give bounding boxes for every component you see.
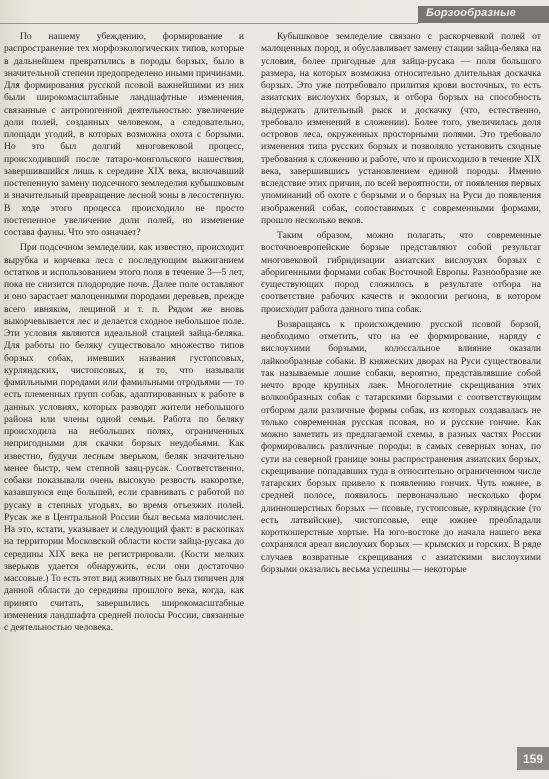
page-number: 159	[517, 747, 549, 770]
paragraph: При подсечном земледелии, как известно, происходит вырубка и корчевка леса с последующим выжиганием остатков и использованием этого поля в течение 3—5 лет, пока не снизится плодородие почв. Далее поле оставляют и оно зарастает малоценными породами деревьев, прежде всего ивняком, лещиной и т. п. Рядом же вновь выкорчевывается лес и делается сходное небольшое поле. Эти условия являются идеальной стацией зайца-беляка. Для работы по беляку существовало множество типов борзых собак, имевших названия густопсовых, курляндских, чистопсовых, и то, что называли фамильными породами или фамильными отродьями — то есть племенных групп собак, адаптированных к работе в данных условиях, которых разводят жители небольшого района или члены одной семьи. Работа по беляку происходила на небольших полях, ограниченных непригодными для скачки борзых неудобьями. Как известно, будучи лесным зверьком, беляк значительно менее быстр, чем степной заяц-русак. Соответственно, собаки показывали очень высокую резвость накоротке, казавшуюся еще большей, если сравнивать с работой по русаку в степных угодьях, во время отъезжих полей. Русак же в Центральной России был весьма малочислен. На это, кстати, указывает и следующий факт: в раскопках на территории Московской области кости зайца-русака до середины XIX века не регистрировали. (Кости мелких зверьков удается обнаружить, если они достаточно массовые.) То есть этот вид животных не был типичен для данной области до середины прошлого века, когда, как принято считать, завершились широкомасштабные изменения ландшафта средней полосы России, связанные с деятельностью человека.	[4, 242, 244, 633]
section-title: Борзообразные	[426, 7, 517, 19]
paragraph: Таким образом, можно полагать, что современные восточноевропейские борзые представляют собой результат многовековой гибридизации азиатских вислоухих борзых с аборигенными формами собак Восточной Европы. Разнообразие же существующих пород сложилось в результате отбора на соответствие рабочих качеств и экологии региона, в котором происходит работа данного типа собак.	[261, 230, 541, 315]
section-header	[418, 6, 549, 23]
paragraph: Кубышковое земледелие связано с раскорчевкой полей от малоценных пород, и обуславливает замену стации зайца-беляка на условия, более пригодные для зайца-русака — поля большого размера, на которых возможна относительно длительная доскачка борзых. Это уже потребовало прилития крови восточных, то есть азиатских вислоухих борзых, и отбора борзых на способность выдержать длительный рыск и доскачку (что, естественно, требовало изменений в сложении). Более того, увеличилась доля островов леса, окруженных просторными полями. Это требовало изменения типа русских борзых и позволяло установить сходные требования к сложению и работе, что и происходило в течение XIX века, завершившись установлением единой породы. Именно вследствие этих причин, по всей вероятности, от появления первых упоминаний об охоте с борзыми и о борзых на Руси до появления изображений собак, сопоставимых с современными формами, прошло несколько веков.	[261, 31, 541, 226]
paragraph: По нашему убеждению, формирование и распространение тех морфоэкологических типов, которые в дальнейшем превратились в породы борзых, было в значительной степени предопределено иными причинами. Для формирования русской псовой важнейшими из них были широкомасштабные ландшафтные изменения, связанные с антропогенной деятельностью: увеличение доли полей, созданных человеком, а следовательно, площади угодий, в которых возможна охота с борзыми. Но это был долгий многовековой процесс, происходивший после татаро-монгольского нашествия, завершившийся лишь к середине XIX века, включавший постепенную замену подсечного земледелия кубышковым и значительный превращение лесной зоны в лесостепную. В ходе этого процесса происходило не просто постепенное увеличение доли полей, но изменение состава фауны. Что это означает?	[4, 31, 244, 238]
right-column	[261, 31, 541, 576]
header-rule	[0, 23, 418, 24]
paragraph: Возвращаясь к происхождению русской псовой борзой, необходимо отметить, что на ее формирование, наряду с вислоухими борзыми, колоссальное влияние оказали лайкообразные собаки. В княжеских дворах на Руси существовали так называемые лошие собаки, вероятно, представлявшие собой нечто вроде крупных лаек. Многолетние скрещивания этих волкообразных собак с татарскими борзыми с соответствующим отбором дали различные формы собак, из которых создавалась не только современная русская псовая, но и русские гончие. Как можно заметить из предлагаемой схемы, в разных частях России формировались различные породы: в самых северных зонах, по сути на северной границе зоны распространения азиатских борзых, скрещивание попадавших туда в относительно ограниченном числе татарских борзых привело к появлению гончих. Чуть южнее, в средней полосе, появилось первоначально несколько форм длинношерстных борзых — псовые, густопсовые, курляндские (то есть латвийские), чистопсовые, еще южнее преобладали короткошерстные хортые. На юго-востоке до начала нашего века сохранялся ареал вислоухих борзых — крымских и горских. В ряде случаев возвратные скрещивания с азиатскими вислоухими борзыми оказались весьма успешны — некоторые	[261, 318, 541, 575]
left-column	[4, 31, 244, 634]
